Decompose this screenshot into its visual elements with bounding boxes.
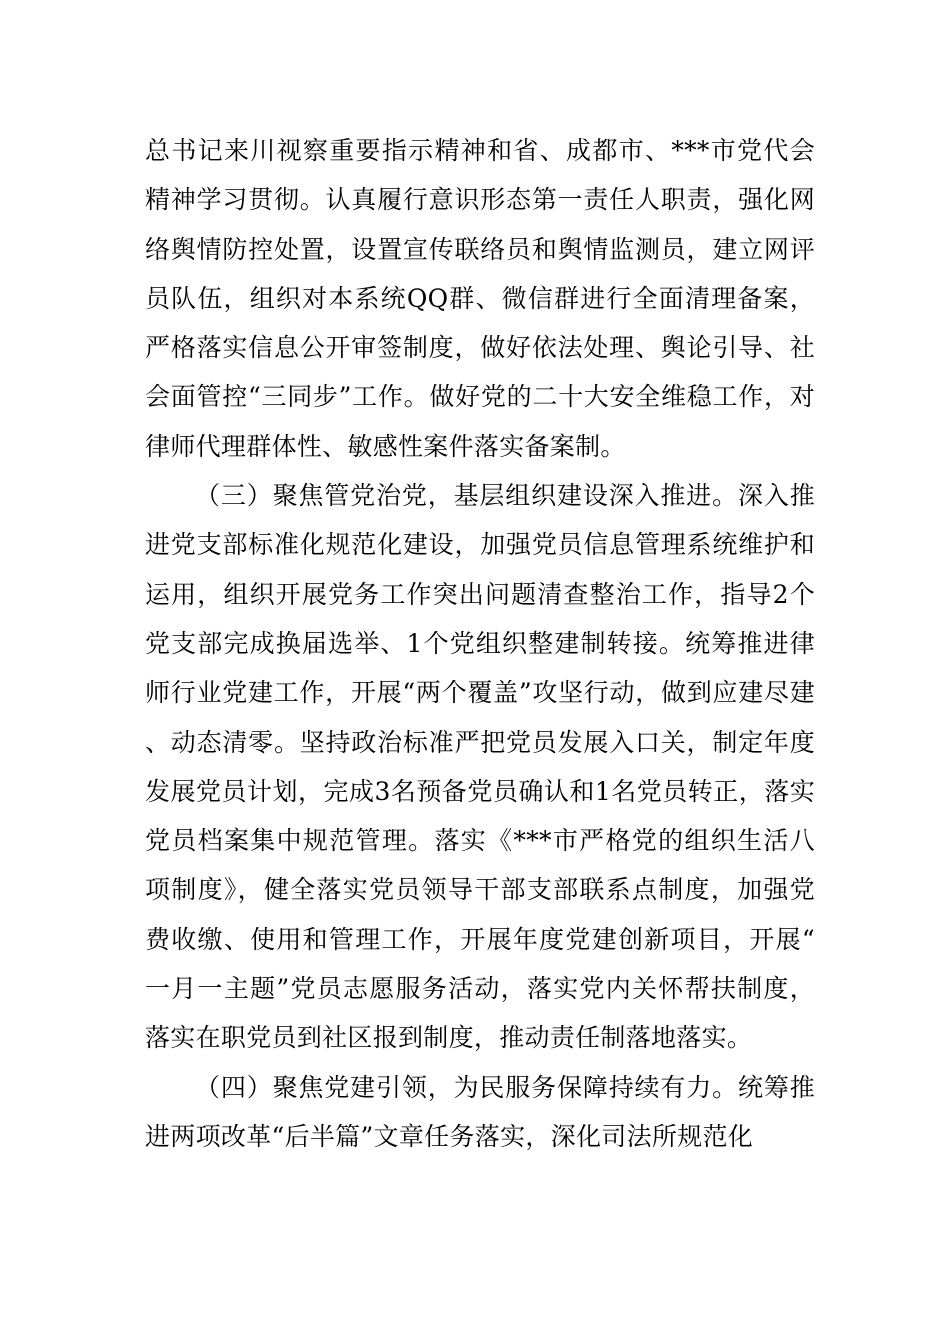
paragraph-section-four: （四）聚焦党建引领，为民服务保障持续有力。统筹推进两项改革“后半篇”文章任务落实，深化司法所规范化: [145, 1072, 815, 1151]
paragraph-section-three: （三）聚焦管党治党，基层组织建设深入推进。深入推进党支部标准化规范化建设，加强党员信息管理系统维护和运用，组织开展党务工作突出问题清查整治工作，指导2个党支部完成换届选举、1个党组织整建制转接。统筹推进律师行业党建工作，开展“两个覆盖”攻坚行动，做到应建尽建、动态清零。坚持政治标准严把党员发展入口关，制定年度发展党员计划，完成3名预备党员确认和1名党员转正，落实党员档案集中规范管理。落实《***市严格党的组织生活八项制度》，健全落实党员领导干部支部联系点制度，加强党费收缴、使用和管理工作，开展年度党建创新项目，开展“一月一主题”党员志愿服务活动，落实党内关怀帮扶制度，落实在职党员到社区报到制度，推动责任制落地落实。: [145, 481, 815, 1053]
document-body: [145, 126, 815, 1161]
paragraph-continuation: 总书记来川视察重要指示精神和省、成都市、***市党代会精神学习贯彻。认真履行意识形态第一责任人职责，强化网络舆情防控处置，设置宣传联络员和舆情监测员，建立网评员队伍，组织对本系统QQ群、微信群进行全面清理备案，严格落实信息公开审签制度，做好依法处理、舆论引导、社会面管控“三同步”工作。做好党的二十大安全维稳工作，对律师代理群体性、敏感性案件落实备案制。: [145, 136, 815, 461]
